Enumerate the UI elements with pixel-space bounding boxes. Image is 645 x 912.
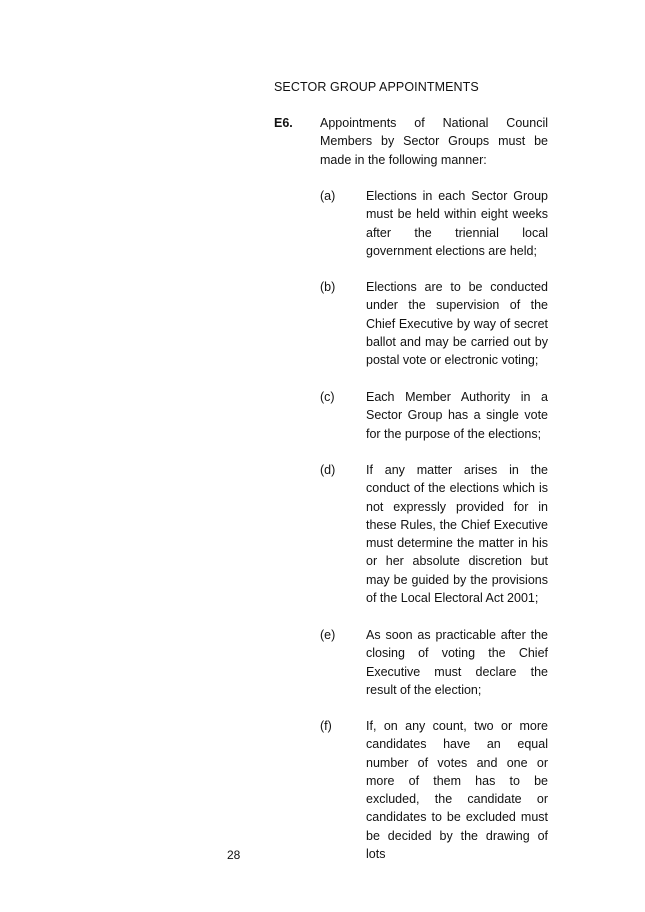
item-label: (e) bbox=[320, 628, 336, 642]
item-text: As soon as practicable after the closing of voting the Chief Executive must declare the result of the election; bbox=[366, 628, 548, 697]
item-text: Elections in each Sector Group must be held within eight weeks after the triennial local government elections are held; bbox=[366, 189, 548, 258]
section-heading: SECTOR GROUP APPOINTMENTS bbox=[274, 80, 479, 94]
item-text: Each Member Authority in a Sector Group has a single vote for the purpose of the elections; bbox=[366, 390, 548, 441]
item-label: (a) bbox=[320, 189, 336, 203]
item-label: (b) bbox=[320, 280, 336, 294]
item-text: If any matter arises in the conduct of the elections which is not expressly provided for in these Rules, the Chief Executive must determine the matter in his or her absolute discretion but may be guided by the provisions of the Local Electoral Act 2001; bbox=[366, 463, 548, 606]
item-text: If, on any count, two or more candidates have an equal number of votes and one or more of them has to be excluded, the candidate or candidates to be excluded must be decided by the drawing of lots bbox=[366, 719, 548, 862]
item-label: (d) bbox=[320, 463, 336, 477]
item-label: (c) bbox=[320, 390, 335, 404]
page-number: 28 bbox=[227, 848, 241, 862]
clause-text: Appointments of National Council Members by Sector Groups must be made in the following manner: bbox=[320, 116, 548, 167]
item-text: Elections are to be conducted under the supervision of the Chief Executive by way of secret ballot and may be carried out by postal vote or electronic voting; bbox=[366, 280, 548, 368]
item-label: (f) bbox=[320, 719, 332, 733]
clause-number: E6. bbox=[274, 116, 293, 130]
